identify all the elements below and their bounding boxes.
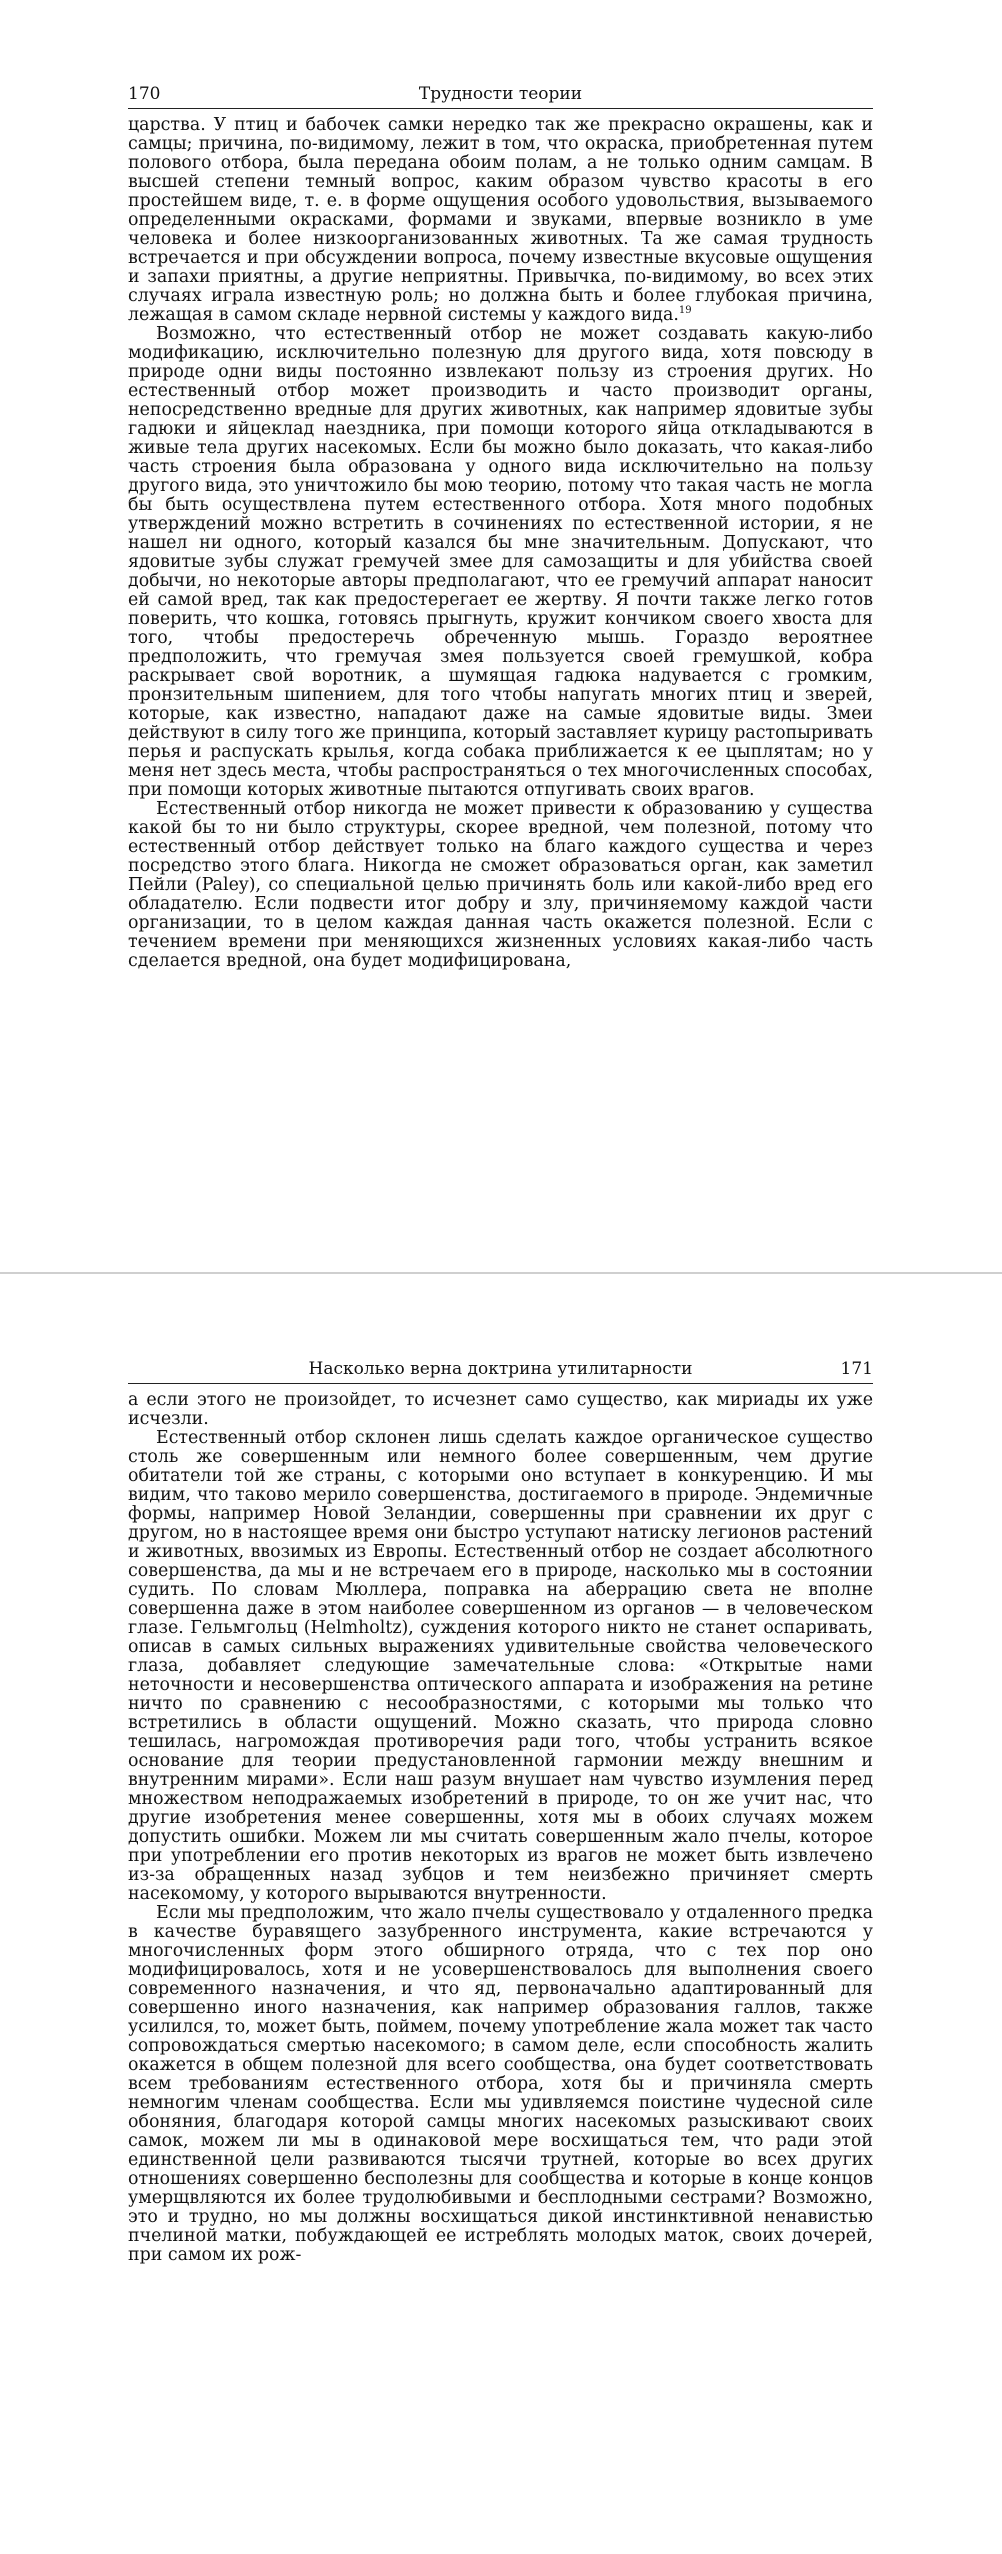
paragraph: Возможно, что естественный отбор не может создавать какую-либо модификацию, исключительно полезную для другого вида, хотя повсюду в природе одни виды постоянно извлекают пользу из строения других. Но естественный отбор может производить и часто производит органы, непосредственно вредные для других животных, как например ядовитые зубы гадюки и яйцеклад наездника, при помощи которого яйца откладываются в живые тела других насекомых. Если бы можно было доказать, что какая-либо часть строения была образована у одного вида исключительно на пользу другого вида, это уничтожило бы мою теорию, потому что такая часть не могла бы быть осуществлена путем естественного отбора. Хотя много подобных утверждений можно встретить в сочинениях по естественной истории, я не нашел ни одного, который казался бы мне значительным. Допускают, что ядовитые зубы служат гремучей змее для самозащиты и для убийства своей добычи, но некоторые авторы предполагают, что ее гремучий аппарат наносит ей самой вред, так как предостерегает ее жертву. Я почти также легко готов поверить, что кошка, готовясь прыгнуть, кружит кончиком своего хвоста для того, чтобы предостеречь обреченную мышь. Гораздо вероятнее предположить, что гремучая змея пользуется своей гремушкой, кобра раскрывает свой воротник, а шумящая гадюка надувается с громким, пронзительным шипением, для того чтобы напугать многих птиц и зверей, которые, как известно, нападают даже на самые ядовитые виды. Змеи действуют в силу того же принципа, который заставляет курицу растопыривать перья и распускать крылья, когда собака приближается к ее цыплятам; но у меня нет здесь места, чтобы распространяться о тех многочисленных способах, при помощи которых животные пытаются отпугивать своих врагов. [128, 324, 873, 800]
paragraph: царства. У птиц и бабочек самки нередко так же прекрасно окрашены, как и самцы; причина, по-видимому, лежит в том, что окраска, приобретенная путем полового отбора, была передана обоим полам, а не только одним самцам. В высшей степени темный вопрос, каким образом чувство красоты в его простейшем виде, т. е. в форме ощущения особого удовольствия, вызываемого определенными окрасками, формами и звуками, впервые возникло в уме человека и более низкоорганизованных животных. Та же самая трудность встречается и при обсуждении вопроса, почему известные вкусовые ощущения и запахи приятны, а другие неприятны. Привычка, по-видимому, во всех этих случаях играла известную роль; но должна быть и более глубокая причина, лежащая в самом складе нервной системы у каждого вида.$^{19}$ [128, 115, 873, 325]
footnote-mark: 19 [678, 305, 692, 317]
page-number: 171 [840, 1359, 873, 1379]
paragraph: Естественный отбор никогда не может привести к образованию у существа какой бы то ни было структуры, скорее вредной, чем полезной, потому что естественный отбор действует только на благо каждого существа и через посредство этого блага. Никогда не сможет образоваться орган, как заметил Пейли (Paley), со специальной целью причинять боль или какой-либо вред его обладателю. Если подвести итог добру и злу, причиняемому каждой части организации, то в целом каждая данная часть окажется полезной. Если с течением времени при меняющихся жизненных условиях какая-либо часть сделается вредной, она будет модифицирована, [128, 799, 873, 971]
paragraph: а если этого не произойдет, то исчезнет само существо, как мириады их уже исчезли. [128, 1390, 873, 1429]
page-divider [0, 1272, 1002, 1274]
page-header [128, 80, 873, 109]
running-title: Насколько верна доктрина утилитарности [308, 1359, 693, 1379]
running-title: Трудности теории [418, 84, 583, 104]
page-header [128, 1355, 873, 1384]
page-body [128, 1391, 873, 2265]
page-body [128, 116, 873, 971]
paragraph: Естественный отбор склонен лишь сделать каждое органическое существо столь же совершенным или немного более совершенным, чем другие обитатели той же страны, с которыми оно вступает в конкуренцию. И мы видим, что таково мерило совершенства, достигаемого в природе. Эндемичные формы, например Новой Зеландии, совершенны при сравнении их друг с другом, но в настоящее время они быстро уступают натиску легионов растений и животных, ввозимых из Европы. Естественный отбор не создает абсолютного совершенства, да мы и не встречаем его в природе, насколько мы в состоянии судить. По словам Мюллера, поправка на аберрацию света не вполне совершенна даже в этом наиболее совершенном из органов — в человеческом глазе. Гельмгольц (Helmholtz), суждения которого никто не станет оспаривать, описав в самых сильных выражениях удивительные свойства человеческого глаза, добавляет следующие замечательные слова: «Открытые нами неточности и несовершенства оптического аппарата и изображения на ретине ничто по сравнению с несообразностями, с которыми мы только что встретились в области ощущений. Можно сказать, что природа словно тешилась, нагромождая противоречия ради того, чтобы устранить всякое основание для теории предустановленной гармонии между внешним и внутренним мирами». Если наш разум внушает нам чувство изумления перед множеством неподражаемых изобретений в природе, то он же учит нас, что другие изобретения менее совершенны, хотя мы в обоих случаях можем допустить ошибки. Можем ли мы считать совершенным жало пчелы, которое при употреблении его против некоторых из врагов не может быть извлечено из-за обращенных назад зубцов и тем неизбежно причиняет смерть насекомому, у которого вырываются внутренности. [128, 1428, 873, 1904]
page-171 [0, 1277, 1002, 2554]
page-number: 170 [128, 84, 161, 104]
paragraph: Если мы предположим, что жало пчелы существовало у отдаленного предка в качестве буравящего зазубренного инструмента, какие встречаются у многочисленных форм этого обширного отряда, что с тех пор оно модифицировалось, хотя и не усовершенствовалось для выполнения своего современного назначения, и что яд, первоначально адаптированный для совершенно иного назначения, как например образования галлов, также усилился, то, может быть, поймем, почему употребление жала может так часто сопровождаться смертью насекомого; в самом деле, если способность жалить окажется в общем полезной для всего сообщества, она будет соответствовать всем требованиям естественного отбора, хотя бы и причиняла смерть немногим членам сообщества. Если мы удивляемся поистине чудесной силе обоняния, благодаря которой самцы многих насекомых разыскивают своих самок, можем ли мы в одинаковой мере восхищаться тем, что ради этой единственной цели развиваются тысячи трутней, которые во всех других отношениях совершенно бесполезны для сообщества и которые в конце концов умерщвляются их более трудолюбивыми и бесплодными сестрами? Возможно, это и трудно, но мы должны восхищаться дикой инстинктивной ненавистью пчелиной матки, побуждающей ее истреблять молодых маток, своих дочерей, при самом их рож- [128, 1903, 873, 2265]
